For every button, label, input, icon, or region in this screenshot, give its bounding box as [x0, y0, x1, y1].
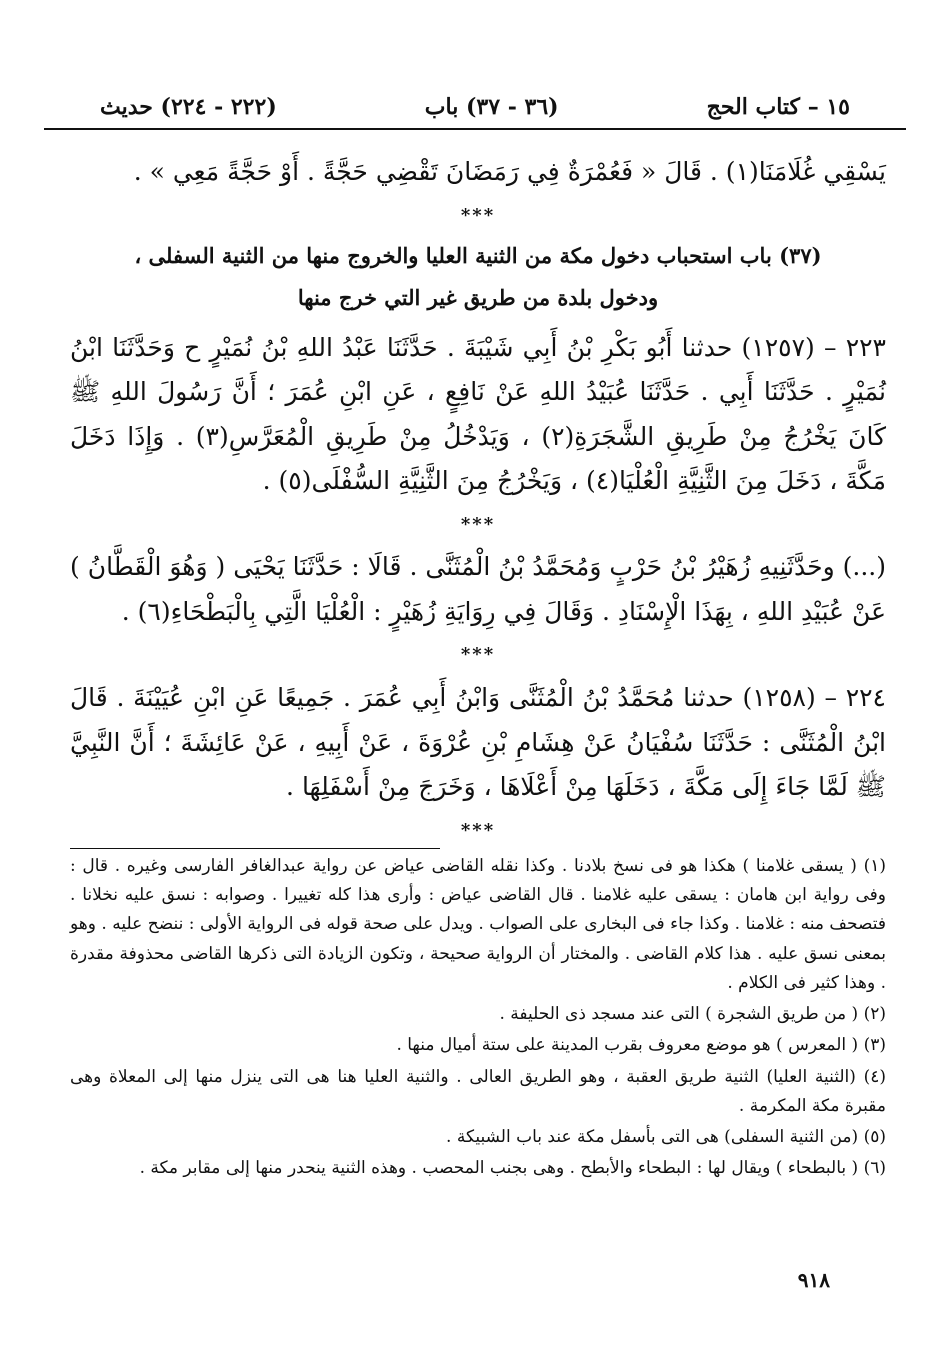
- page-number: ٩١٨: [797, 1268, 830, 1292]
- hadith-223: ٢٢٣ – (١٢٥٧) حدثنا أَبُو بَكْرِ بْنُ أَبِي شَيْبَةَ . حَدَّثَنَا عَبْدُ اللهِ بْنُ نُمَيْرٍ ح وَحَدَّثَنَا ابْنُ نُمَيْرٍ . حَدَّثَنَا أَبِي . حَدَّثَنَا عُبَيْدُ اللهِ عَنْ نَافِعٍ ، عَنِ ابْنِ عُمَرَ ؛ أَنَّ رَسُولَ اللهِ ﷺ كَانَ يَخْرُجُ مِنْ طَرِيقِ الشَّجَرَةِ(٢) ، وَيَدْخُلُ مِنْ طَرِيقِ الْمُعَرَّسِ(٣) . وَإِذَا دَخَلَ مَكَّةَ ، دَخَلَ مِنَ الثَّنِيَّةِ الْعُلْيَا(٤) ، وَيَخْرُجُ مِنَ الثَّنِيَّةِ السُّفْلَى(٥) .: [70, 332, 886, 496]
- hadith-224: ٢٢٤ – (١٢٥٨) حدثنا مُحَمَّدُ بْنُ الْمُثَنَّى وَابْنُ أَبِي عُمَرَ . جَمِيعًا عَنِ ابْنِ عُيَيْنَةَ . قَالَ ابْنُ الْمُثَنَّى : حَدَّثَنَا سُفْيَانُ عَنْ هِشَامِ بْنِ عُرْوَةَ ، عَنْ أَبِيهِ ، عَنْ عَائِشَةَ ؛ أَنَّ النَّبِيَّ ﷺ لَمَّا جَاءَ إِلَى مَكَّةَ ، دَخَلَهَا مِنْ أَعْلَاهَا ، وَخَرَجَ مِنْ أَسْفَلِهَا .: [70, 683, 886, 802]
- text-line-1: يَسْقِي غُلَامَنَا(١) . قَالَ « فَعُمْرَةٌ فِي رَمَضَانَ تَقْضِي حَجَّةً . أَوْ حَجَّةً مَعِي » .: [133, 157, 886, 186]
- footnote-6: (٦) ( بالبطحاء ) ويقال لها : البطحاء والأبطح . وهى بجنب المحصب . وهذه الثنية ينحدر منها إلى مقابر مكة .: [139, 1158, 886, 1179]
- footnote-rule: [70, 848, 440, 849]
- chapter-heading-cont: ودخول بلدة من طريق غير التي خرج منها: [297, 284, 659, 310]
- footnote-3: (٣) ( المعرس ) هو موضع معروف بقرب المدينة على ستة أميال منها .: [396, 1035, 886, 1056]
- footnotes: [70, 852, 886, 1186]
- bab-number: (٣٦ - ٣٧) باب: [424, 94, 559, 120]
- section-separator: ***: [460, 819, 496, 841]
- section-separator: ***: [460, 204, 496, 226]
- footnote-2: (٢) ( من طريق الشجرة ) التى عند مسجد ذى الحليفة .: [499, 1004, 886, 1025]
- footnote-1: (١) ( يسقى غلامنا ) هكذا هو فى نسخ بلادنا . وكذا نقله القاضى عياض عن رواية عبدالغافر الفارسى وغيره . قال : وفى رواية ابن هامان : يسقى عليه غلامنا . قال القاضى عياض : وأرى هذا كله تغييرا . وصوابه : نسق عليه نخلانا . فتصحف منه : غلامنا . وكذا جاء فى البخارى على الصواب . ويدل على صحة قوله فى الرواية الأولى : ننضح عليه . وهو بمعنى نسق عليه . هذا كلام القاضى . والمختار أن الرواية صحيحة ، وتكون الزيادة التى ذكرها القاضى محذوفة مقدرة . وهذا كثير فى الكلام .: [70, 856, 886, 993]
- section-separator: ***: [460, 513, 496, 535]
- footnote-5: (٥) (من الثنية السفلى) هى التى بأسفل مكة عند باب الشبيكة .: [446, 1127, 886, 1148]
- chapter-heading: (٣٧) باب استحباب دخول مكة من الثنية العليا والخروج منها من الثنية السفلى ،: [134, 243, 822, 269]
- hadith-223-variant: (...) وحَدَّثَنِيهِ زُهَيْرُ بْنُ حَرْبٍ وَمُحَمَّدُ بْنُ الْمُثَنَّى . قَالَا : حَدَّثَنَا يَحْيَى ( وَهُوَ الْقَطَّانُ ) عَنْ عُبَيْدِ اللهِ ، بِهَذَا الْإِسْنَادِ . وَقَالَ فِي رِوَايَةِ زُهَيْرٍ : الْعُلْيَا الَّتِي بِالْبَطْحَاءِ(٦) .: [70, 552, 886, 626]
- hadith-range: (٢٢٢ - ٢٢٤) حديث: [100, 94, 277, 120]
- footnote-4: (٤) (الثنية العليا) الثنية طريق العقبة ، وهو الطريق العالى . والثنية العليا هنا هى التى ينزل منها إلى المعلاة وهى مقبرة مكة المكرمة .: [70, 1066, 886, 1116]
- main-text: [70, 150, 886, 851]
- header-rule: [44, 128, 906, 130]
- book-title: ١٥ – كتاب الحج: [706, 94, 850, 120]
- page-header: [100, 88, 850, 126]
- section-separator: ***: [460, 644, 496, 666]
